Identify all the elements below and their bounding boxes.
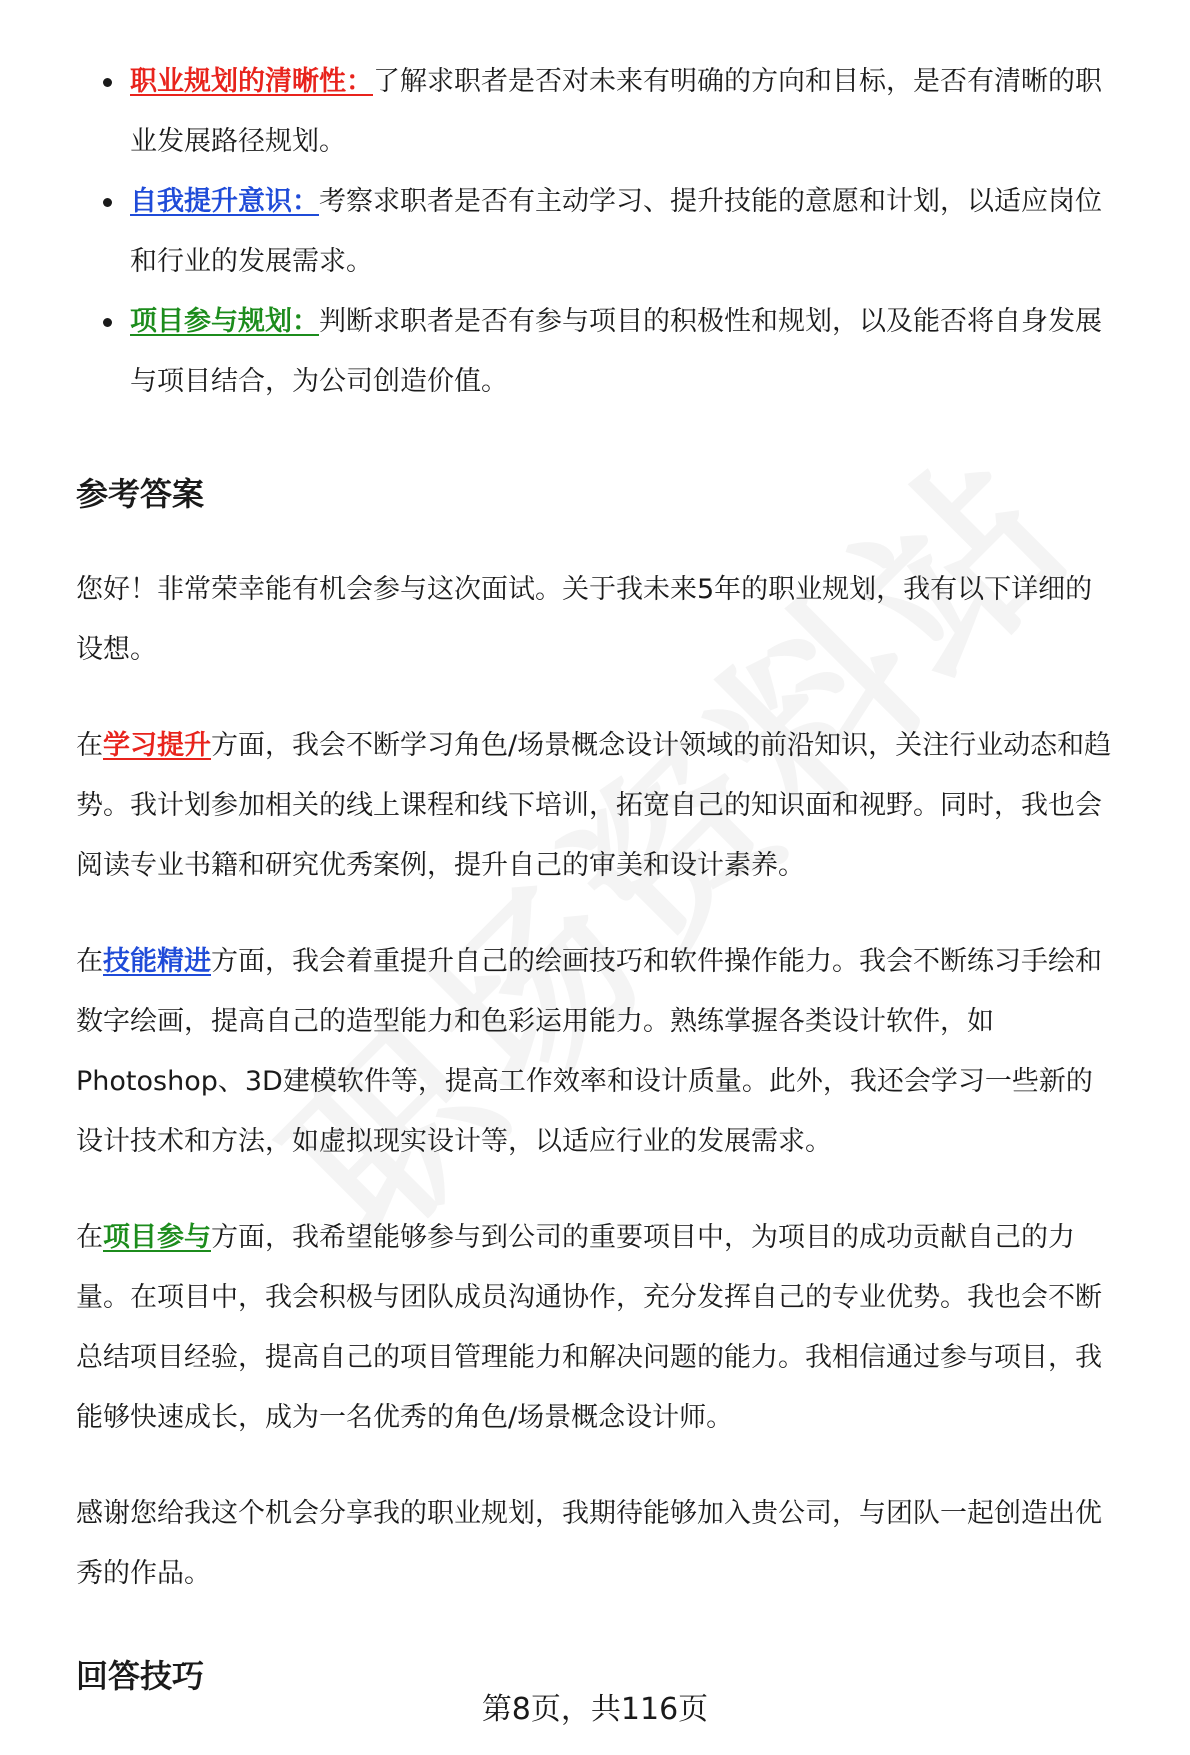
section-paragraph-learning	[76, 716, 1114, 896]
section-keyword: 技能精进	[103, 946, 211, 977]
section-prefix: 在	[76, 730, 103, 761]
criterion-title: 自我提升意识：	[130, 186, 319, 217]
section-text: 方面，我会着重提升自己的绘画技巧和软件操作能力。我会不断练习手绘和数字绘画，提高自己的造型能力和色彩运用能力。熟练掌握各类设计软件，如Photoshop、3D建模软件等，提高工作效率和设计质量。此外，我还会学习一些新的设计技术和方法，如虚拟现实设计等，以适应行业的发展需求。	[76, 946, 1102, 1157]
section-paragraph-skills	[76, 932, 1114, 1172]
criterion-text: 了解求职者是否对未来有明确的方向和目标，是否有清晰的职业发展路径规划。	[130, 66, 1102, 157]
bullet-icon	[103, 198, 112, 207]
bullet-icon	[103, 78, 112, 87]
criterion-title: 职业规划的清晰性：	[130, 66, 373, 97]
section-keyword: 学习提升	[103, 730, 211, 761]
document-content	[76, 52, 1114, 1696]
section-text: 方面，我希望能够参与到公司的重要项目中，为项目的成功贡献自己的力量。在项目中，我会积极与团队成员沟通协作，充分发挥自己的专业优势。我也会不断总结项目经验，提高自己的项目管理能力和解决问题的能力。我相信通过参与项目，我能够快速成长，成为一名优秀的角色/场景概念设计师。	[76, 1222, 1102, 1433]
list-item	[76, 52, 1114, 172]
criterion-title: 项目参与规划：	[130, 306, 319, 337]
section-prefix: 在	[76, 1222, 103, 1253]
criterion-text: 判断求职者是否有参与项目的积极性和规划，以及能否将自身发展与项目结合，为公司创造价值。	[130, 306, 1102, 397]
list-item	[76, 292, 1114, 412]
criteria-list	[76, 52, 1114, 412]
criterion-text: 考察求职者是否有主动学习、提升技能的意愿和计划，以适应岗位和行业的发展需求。	[130, 186, 1102, 277]
intro-paragraph: 您好！非常荣幸能有机会参与这次面试。关于我未来5年的职业规划，我有以下详细的设想。	[76, 574, 1093, 665]
list-item	[76, 172, 1114, 292]
answer-heading: 参考答案	[76, 475, 205, 513]
section-prefix: 在	[76, 946, 103, 977]
section-text: 方面，我会不断学习角色/场景概念设计领域的前沿知识，关注行业动态和趋势。我计划参加相关的线上课程和线下培训，拓宽自己的知识面和视野。同时，我也会阅读专业书籍和研究优秀案例，提升自己的审美和设计素养。	[76, 730, 1112, 881]
section-keyword: 项目参与	[103, 1222, 211, 1253]
page-number-footer: 第8页，共116页	[481, 1692, 709, 1727]
section-paragraph-projects	[76, 1208, 1114, 1448]
closing-paragraph: 感谢您给我这个机会分享我的职业规划，我期待能够加入贵公司，与团队一起创造出优秀的作品。	[76, 1498, 1102, 1589]
tips-heading: 回答技巧	[76, 1657, 205, 1695]
bullet-icon	[103, 318, 112, 327]
